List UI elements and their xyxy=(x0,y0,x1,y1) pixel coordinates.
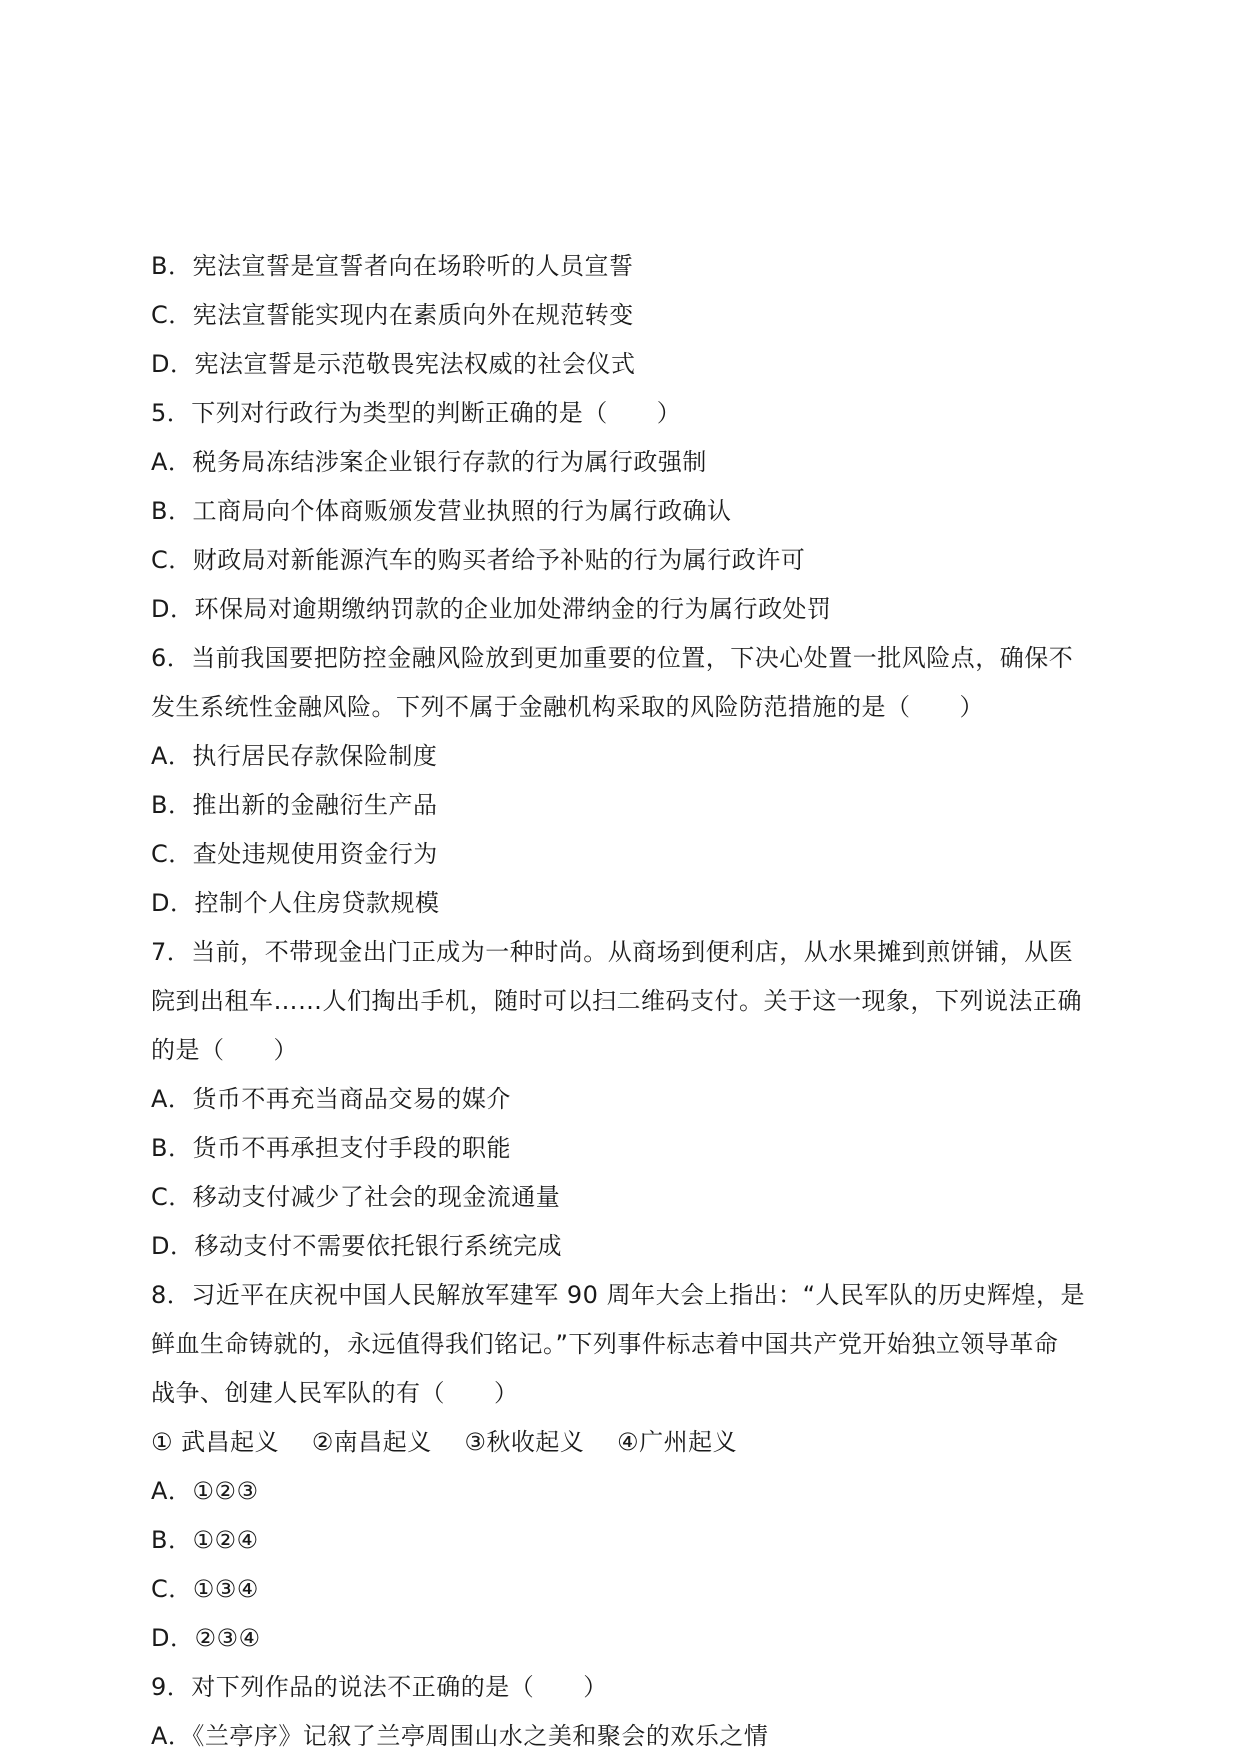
text-line: B．①②④ xyxy=(151,1526,259,1554)
text-line: C．查处违规使用资金行为 xyxy=(151,840,438,868)
text-line: D．环保局对逾期缴纳罚款的企业加处滞纳金的行为属行政处罚 xyxy=(151,595,832,623)
text-line: A．执行居民存款保险制度 xyxy=(151,742,438,770)
text-line: ① 武昌起义 ②南昌起义 ③秋收起义 ④广州起义 xyxy=(151,1428,738,1456)
question-8-stem: 8．习近平在庆祝中国人民解放军建军 90 周年大会上指出：“人民军队的历史辉煌，是 xyxy=(151,1281,1085,1309)
text-line: 战争、创建人民军队的有（ ） xyxy=(151,1379,519,1407)
text-line: C．宪法宣誓能实现内在素质向外在规范转变 xyxy=(151,301,634,329)
exam-text-block xyxy=(151,242,1101,1761)
text-line: B．宪法宣誓是宣誓者向在场聆听的人员宣誓 xyxy=(151,252,634,280)
text-line: B．推出新的金融衍生产品 xyxy=(151,791,438,819)
question-9-stem: 9．对下列作品的说法不正确的是（ ） xyxy=(151,1673,608,1701)
text-line: A．《兰亭序》记叙了兰亭周围山水之美和聚会的欢乐之情 xyxy=(151,1722,769,1750)
text-line: D．宪法宣誓是示范敬畏宪法权威的社会仪式 xyxy=(151,350,636,378)
text-line: A．货币不再充当商品交易的媒介 xyxy=(151,1085,511,1113)
text-line: A．税务局冻结涉案企业银行存款的行为属行政强制 xyxy=(151,448,707,476)
question-7-stem: 7．当前，不带现金出门正成为一种时尚。从商场到便利店，从水果摊到煎饼铺，从医 xyxy=(151,938,1074,966)
text-line: C．①③④ xyxy=(151,1575,259,1603)
question-6-stem: 6．当前我国要把防控金融风险放到更加重要的位置，下决心处置一批风险点，确保不 xyxy=(151,644,1074,672)
text-line: 院到出租车……人们掏出手机，随时可以扫二维码支付。关于这一现象，下列说法正确 xyxy=(151,987,1082,1015)
text-line: D．②③④ xyxy=(151,1624,261,1652)
text-line: C．财政局对新能源汽车的购买者给予补贴的行为属行政许可 xyxy=(151,546,806,574)
text-line: B．工商局向个体商贩颁发营业执照的行为属行政确认 xyxy=(151,497,732,525)
text-line: D．控制个人住房贷款规模 xyxy=(151,889,440,917)
text-line: 发生系统性金融风险。下列不属于金融机构采取的风险防范措施的是（ ） xyxy=(151,693,984,721)
text-line: A．①②③ xyxy=(151,1477,259,1505)
question-5-stem: 5．下列对行政行为类型的判断正确的是（ ） xyxy=(151,399,682,427)
text-line: C．移动支付减少了社会的现金流通量 xyxy=(151,1183,561,1211)
text-line: D．移动支付不需要依托银行系统完成 xyxy=(151,1232,562,1260)
text-line: 鲜血生命铸就的，永远值得我们铭记。”下列事件标志着中国共产党开始独立领导革命 xyxy=(151,1330,1059,1358)
text-line: 的是（ ） xyxy=(151,1036,298,1064)
text-line: B．货币不再承担支付手段的职能 xyxy=(151,1134,511,1162)
